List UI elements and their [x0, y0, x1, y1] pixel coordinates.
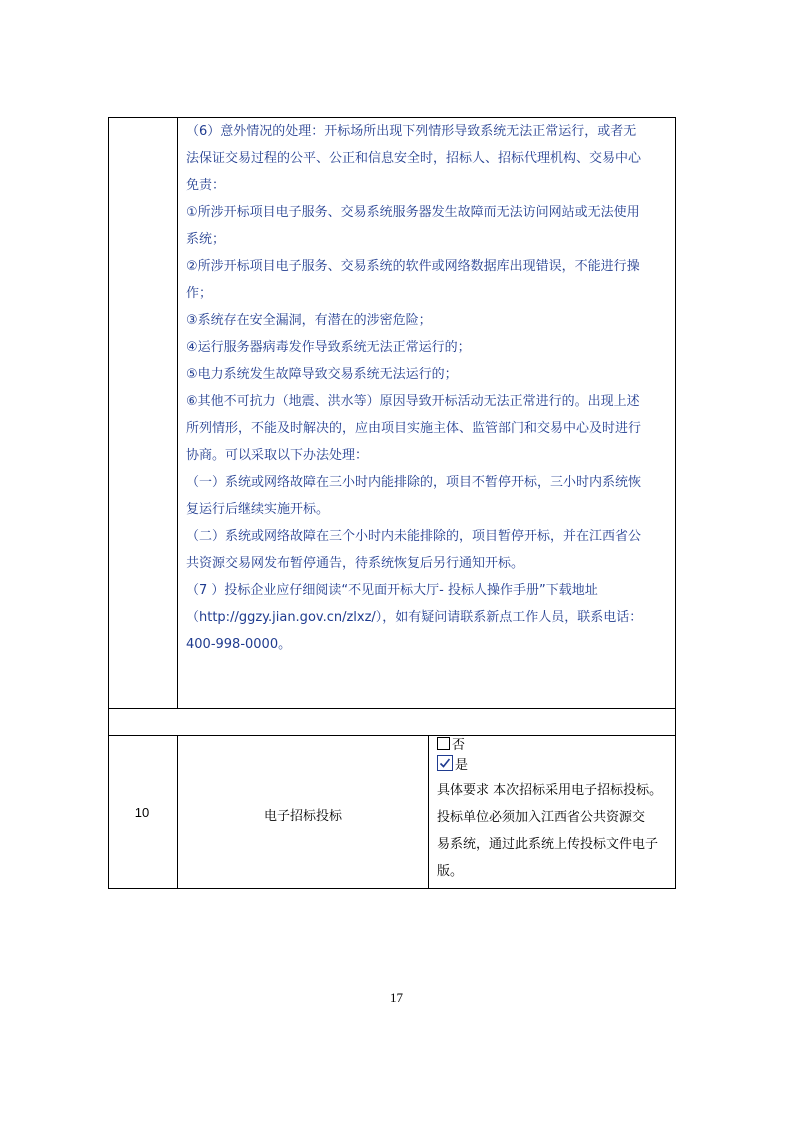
- row-number: 10: [134, 805, 150, 820]
- text-line: 系统；: [186, 232, 226, 247]
- text-line: 协商。可以采取以下办法处理：: [186, 448, 369, 463]
- table-border-left: [108, 117, 109, 889]
- table-row-divider-2: [108, 735, 676, 736]
- text-line: （一）系统或网络故障在三小时内能排除的，项目不暂停开标，三小时内系统恢: [186, 475, 642, 490]
- text-line: 具体要求 本次招标采用电子招标投标。: [437, 783, 663, 798]
- table-row-divider-1: [108, 708, 676, 709]
- text-line: ④运行服务器病毒发作导致系统无法正常运行的；: [186, 340, 471, 355]
- option-no-label: 否: [452, 738, 466, 753]
- text-line: ③系统存在安全漏洞，有潜在的涉密危险；: [186, 313, 432, 328]
- text-line: ⑥其他不可抗力（地震、洪水等）原因导致开标活动无法正常进行的。出现上述: [186, 394, 640, 409]
- table-col-divider-1: [177, 117, 178, 708]
- text-line: 复运行后继续实施开标。: [186, 502, 330, 517]
- page-number: 17: [390, 990, 403, 1005]
- text-line: （6）意外情况的处理：开标场所出现下列情形导致系统无法正常运行，或者无: [186, 124, 637, 139]
- text-line: 易系统，通过此系统上传投标文件电子: [437, 837, 659, 852]
- option-no[interactable]: [437, 737, 465, 755]
- text-line: 作；: [186, 286, 213, 301]
- text-line: 投标单位必须加入江西省公共资源交: [437, 810, 646, 825]
- text-line: （7 ）投标企业应仔细阅读“不见面开标大厅- 投标人操作手册”下载地址: [186, 583, 598, 598]
- unchecked-box-icon[interactable]: [437, 737, 450, 750]
- text-line: （http://ggzy.jian.gov.cn/zlxz/），如有疑问请联系新点工作人员，联系电话：: [186, 610, 643, 625]
- table-border-right: [675, 117, 676, 889]
- requirement-text: [437, 777, 675, 885]
- text-line: ⑤电力系统发生故障导致交易系统无法运行的；: [186, 367, 458, 382]
- table-col-divider-row10-b: [428, 735, 429, 889]
- text-line: 法保证交易过程的公平、公正和信息安全时，招标人、招标代理机构、交易中心: [186, 151, 642, 166]
- text-line: 所列情形，不能及时解决的，应由项目实施主体、监管部门和交易中心及时进行: [186, 421, 642, 436]
- text-line: 400-998-0000。: [186, 637, 292, 652]
- text-line: （二）系统或网络故障在三个小时内未能排除的，项目暂停开标，并在江西省公: [186, 529, 642, 544]
- text-line: 共资源交易网发布暂停通告，待系统恢复后另行通知开标。: [186, 556, 525, 571]
- option-yes[interactable]: [437, 755, 468, 775]
- checked-box-icon[interactable]: [437, 755, 453, 771]
- text-line: ②所涉开标项目电子服务、交易系统的软件或网络数据库出现错误，不能进行操: [186, 259, 640, 274]
- exception-handling-text: [186, 118, 672, 658]
- table-border-bottom: [108, 888, 676, 889]
- row-item-name: 电子招标投标: [263, 809, 342, 824]
- option-yes-label: 是: [455, 758, 469, 773]
- text-line: 免责：: [186, 178, 226, 193]
- text-line: 版。: [437, 864, 464, 879]
- text-line: ①所涉开标项目电子服务、交易系统服务器发生故障而无法访问网站或无法使用: [186, 205, 640, 220]
